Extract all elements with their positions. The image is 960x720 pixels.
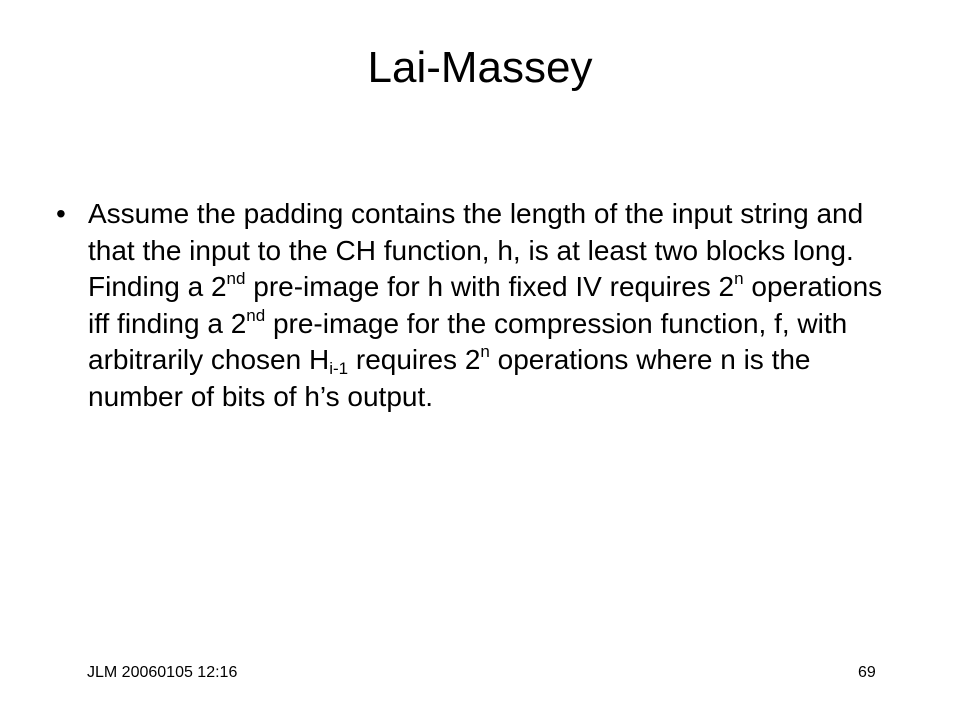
bullet-text-part: pre-image for the compression function, f, with arbitrarily chosen H — [88, 307, 848, 375]
bullet-item — [50, 196, 890, 415]
bullet-text-part: operations iff finding a 2 — [88, 271, 883, 339]
bullet-text-part: pre-image for h with fixed IV requires 2 — [245, 271, 735, 302]
superscript-text: n — [480, 342, 490, 361]
bullet-text-part: Assume the padding contains the length of the input string and that the input to the CH function, h, is at least two blocks long. Finding a 2 — [88, 198, 864, 302]
superscript-text: nd — [246, 305, 266, 325]
slide-title: Lai-Massey — [367, 43, 593, 92]
footer-date: JLM 20060105 12:16 — [87, 664, 238, 681]
bullet-list — [50, 196, 890, 415]
bullet-text — [88, 198, 882, 412]
superscript-text: n — [734, 269, 744, 288]
bullet-icon: • — [56, 198, 66, 229]
bullet-text-part: requires 2 — [348, 344, 481, 375]
superscript-text: nd — [226, 269, 246, 288]
subscript-text: i-1 — [329, 359, 349, 378]
page-number: 69 — [858, 664, 876, 681]
bullet-text-part: operations where n is the number of bits of h’s output. — [88, 344, 811, 412]
